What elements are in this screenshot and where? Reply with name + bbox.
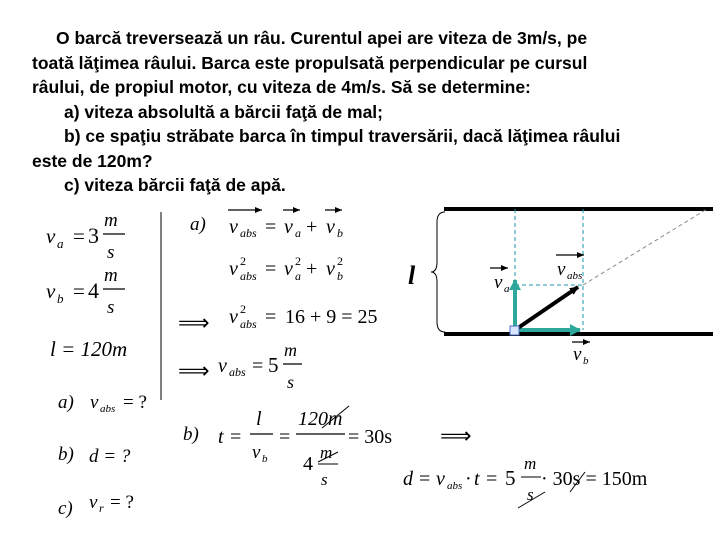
- distance-result: [403, 454, 648, 508]
- label-vabs: [556, 255, 584, 282]
- svg-text:a: a: [295, 226, 301, 240]
- svg-text:b: b: [583, 355, 589, 367]
- svg-text:=: =: [73, 279, 85, 303]
- svg-text:a: a: [57, 236, 64, 251]
- svg-text:b: b: [57, 291, 64, 306]
- svg-text:m: m: [524, 454, 537, 473]
- svg-text:v: v: [573, 344, 582, 365]
- svg-text:v: v: [326, 258, 335, 280]
- svg-text:b): b): [183, 424, 199, 445]
- given-vb: [46, 265, 125, 318]
- svg-text:=: =: [265, 216, 277, 238]
- svg-text:⟹: ⟹: [440, 423, 472, 448]
- svg-text:v: v: [229, 216, 238, 238]
- svg-text:v: v: [284, 216, 293, 238]
- svg-text:=: =: [265, 258, 277, 280]
- svg-text:4: 4: [88, 278, 99, 303]
- svg-text:l: l: [256, 408, 262, 430]
- svg-text:c): c): [58, 498, 73, 519]
- svg-text:s: s: [321, 470, 328, 489]
- svg-text:=: =: [486, 468, 498, 490]
- svg-text:m: m: [104, 265, 118, 286]
- svg-text:5: 5: [505, 466, 516, 490]
- svg-text:m: m: [284, 340, 297, 360]
- problem-line-2: toată lăţimea râului. Barca este propulsată perpendicular pe cursul: [32, 52, 588, 73]
- given-section: [46, 210, 147, 519]
- pythagoras-eq: [229, 254, 343, 283]
- svg-text:d: d: [403, 468, 413, 490]
- svg-text:abs: abs: [240, 269, 257, 283]
- svg-text:v: v: [494, 272, 503, 293]
- problem-line-3: râului, de propiul motor, cu viteza de 4m/s. Să se determine:: [32, 77, 531, 97]
- svg-text:=: =: [279, 426, 291, 448]
- svg-text:s: s: [287, 372, 295, 392]
- given-l: l = 120m: [50, 337, 128, 361]
- svg-text:v: v: [46, 224, 56, 248]
- svg-text:= ?: = ?: [123, 392, 147, 413]
- svg-text:+: +: [306, 258, 318, 280]
- svg-text:2: 2: [337, 254, 343, 268]
- svg-text:v: v: [89, 492, 98, 513]
- problem-item-b-line-2: este de 120m?: [32, 150, 153, 171]
- svg-text:· 30s = 150m: · 30s = 150m: [541, 468, 648, 490]
- svg-text:·: ·: [465, 468, 472, 490]
- svg-text:v: v: [252, 442, 261, 463]
- trajectory-line: [583, 209, 707, 285]
- svg-text:=: =: [73, 224, 85, 248]
- label-vb: [572, 342, 590, 367]
- svg-text:v: v: [326, 216, 335, 238]
- problem-item-b-line-1: b) ce spaţiu străbate barca în timpul traversării, dacă lăţimea râului: [64, 126, 621, 146]
- svg-text:=: =: [252, 355, 264, 377]
- svg-text:⟹: ⟹: [178, 310, 210, 335]
- width-brace: [431, 212, 445, 332]
- svg-text:v: v: [284, 258, 293, 280]
- given-va: [46, 210, 125, 263]
- svg-text:r: r: [99, 501, 104, 515]
- svg-text:a): a): [58, 392, 74, 413]
- svg-text:2: 2: [240, 254, 246, 268]
- svg-text:abs: abs: [229, 365, 246, 379]
- find-d: [58, 444, 131, 467]
- svg-text:v: v: [229, 258, 238, 280]
- river-diagram: [408, 209, 713, 367]
- svg-text:m: m: [104, 210, 118, 231]
- svg-text:s: s: [107, 242, 115, 263]
- vabs-result: [178, 340, 302, 392]
- svg-text:s: s: [107, 297, 115, 318]
- svg-text:a: a: [504, 283, 510, 295]
- svg-text:abs: abs: [240, 226, 257, 240]
- svg-text:120m: 120m: [298, 408, 343, 430]
- svg-text:s: s: [527, 485, 534, 504]
- problem-item-c: c) viteza bărcii faţă de apă.: [64, 175, 286, 195]
- svg-text:+: +: [306, 216, 318, 238]
- problem-line-1: O barcă treversează un râu. Curentul apei are viteza de 3m/s, pe: [56, 28, 588, 48]
- solution-a: [178, 210, 378, 392]
- svg-text:b): b): [58, 444, 74, 465]
- solution-b: [183, 406, 648, 508]
- label-va: [490, 268, 510, 295]
- find-a: [58, 392, 147, 415]
- svg-text:= ?: = ?: [110, 492, 134, 513]
- svg-text:abs: abs: [447, 480, 463, 492]
- svg-text:t: t: [218, 426, 224, 448]
- vabs-vector: [515, 287, 578, 330]
- svg-text:a: a: [295, 269, 301, 283]
- svg-text:v: v: [229, 306, 238, 328]
- boat-origin-marker: [510, 326, 519, 335]
- svg-text:⟹: ⟹: [178, 358, 210, 383]
- svg-text:2: 2: [295, 254, 301, 268]
- svg-text:t: t: [474, 468, 480, 490]
- svg-text:abs: abs: [240, 317, 257, 331]
- svg-text:2: 2: [240, 302, 246, 316]
- svg-text:=: =: [419, 468, 431, 490]
- svg-text:3: 3: [88, 223, 99, 248]
- svg-text:abs: abs: [567, 270, 583, 282]
- svg-text:v: v: [90, 392, 99, 413]
- find-vr: [58, 492, 134, 519]
- svg-text:= 30s: = 30s: [348, 426, 393, 448]
- svg-text:m: m: [320, 443, 333, 462]
- svg-text:v: v: [436, 468, 445, 490]
- svg-text:=: =: [265, 306, 277, 328]
- svg-text:4: 4: [303, 453, 313, 475]
- svg-text:v: v: [46, 279, 56, 303]
- svg-text:b: b: [262, 453, 268, 465]
- svg-text:v: v: [218, 355, 227, 377]
- svg-text:d = ?: d = ?: [89, 446, 131, 467]
- width-label: l: [408, 261, 416, 290]
- problem-item-a: a) viteza absolultă a bărcii faţă de mal;: [64, 101, 383, 122]
- sum-eq: [178, 302, 378, 335]
- svg-text:abs: abs: [100, 403, 116, 415]
- svg-text:v: v: [557, 259, 566, 280]
- svg-text:16 + 9 = 25: 16 + 9 = 25: [285, 306, 378, 328]
- svg-text:b: b: [337, 226, 343, 240]
- svg-text:=: =: [230, 426, 242, 448]
- svg-text:b: b: [337, 269, 343, 283]
- svg-text:a): a): [190, 214, 206, 235]
- svg-text:5: 5: [268, 353, 279, 377]
